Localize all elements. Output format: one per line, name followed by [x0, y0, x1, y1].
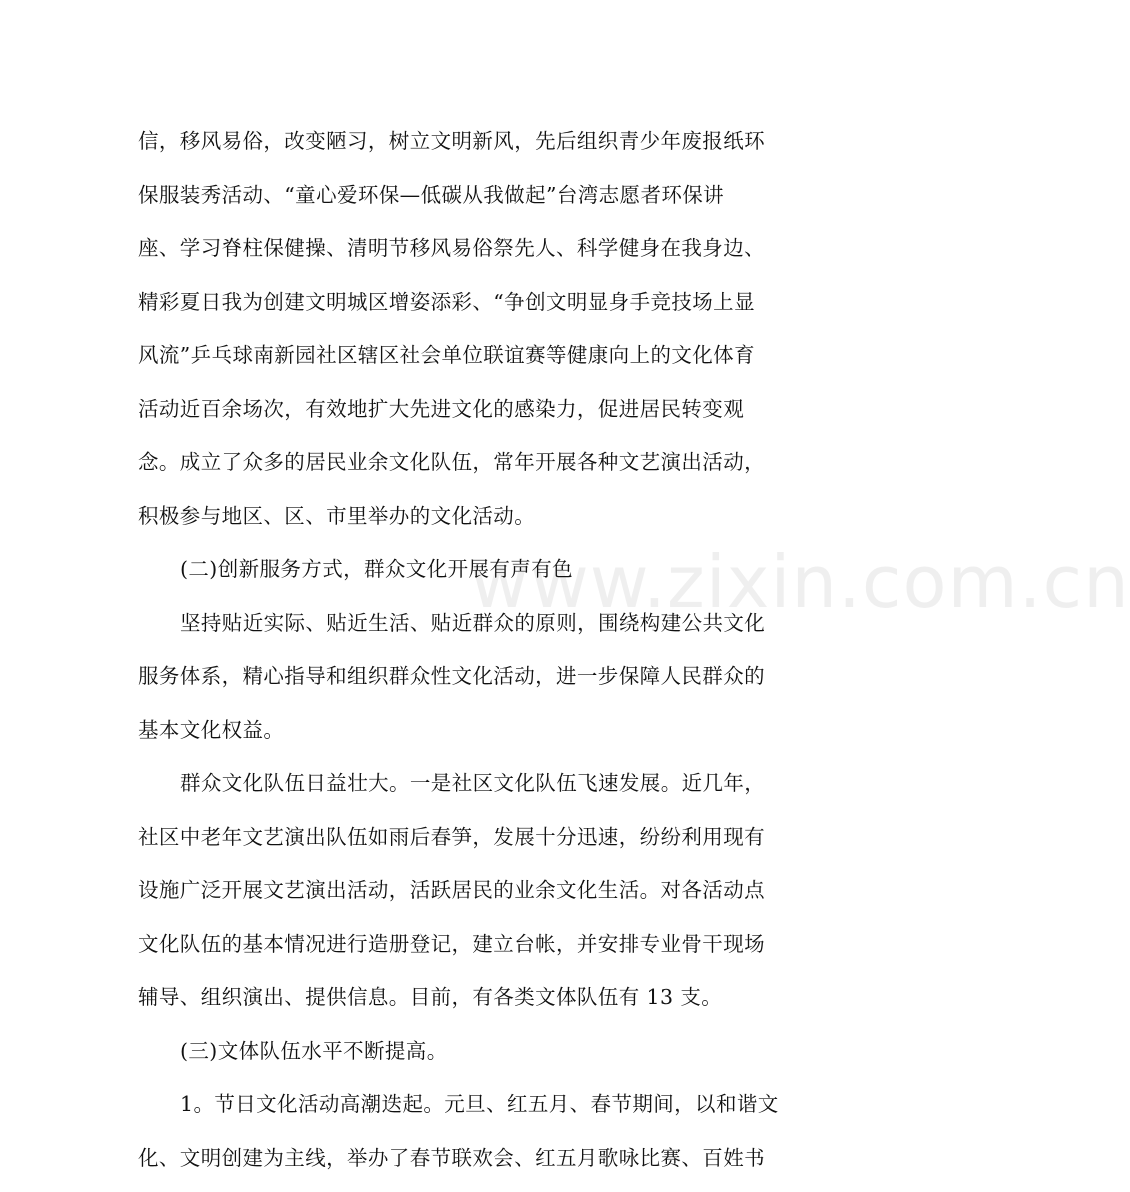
body-line: 服务体系，精心指导和组织群众性文化活动，进一步保障人民群众的	[138, 664, 765, 688]
section-heading: (二)创新服务方式，群众文化开展有声有色	[180, 557, 573, 581]
body-line: 保服装秀活动、“童心爱环保—低碳从我做起”台湾志愿者环保讲	[138, 182, 725, 207]
body-line: 文化队伍的基本情况进行造册登记，建立台帐，并安排专业骨干现场	[138, 931, 765, 956]
watermark: www.zixin.com.cn	[470, 540, 1130, 624]
body-line: 念。成立了众多的居民业余文化队伍，常年开展各种文艺演出活动，	[138, 450, 765, 474]
body-line: 辅导、组织演出、提供信息。目前，有各类文体队伍有 13 支。	[138, 985, 723, 1009]
body-line: 化、文明创建为主线，举办了春节联欢会、红五月歌咏比赛、百姓书	[138, 1145, 765, 1170]
paragraph-first-line: 1。节日文化活动高潮迭起。元旦、红五月、春节期间，以和谐文	[180, 1092, 779, 1116]
document-body	[138, 121, 778, 1178]
body-line: 基本文化权益。	[138, 717, 285, 742]
body-line: 信，移风易俗，改变陋习，树立文明新风，先后组织青少年废报纸环	[138, 129, 765, 153]
body-line: 社区中老年文艺演出队伍如雨后春笋，发展十分迅速，纷纷利用现有	[138, 824, 765, 849]
section-heading: (三)文体队伍水平不断提高。	[180, 1038, 448, 1063]
body-line: 积极参与地区、区、市里举办的文化活动。	[138, 503, 536, 528]
body-line: 座、学习脊柱保健操、清明节移风易俗祭先人、科学健身在我身边、	[138, 236, 765, 260]
body-line: 活动近百余场次，有效地扩大先进文化的感染力，促进居民转变观	[138, 396, 745, 421]
body-line: 设施广泛开展文艺演出活动，活跃居民的业余文化生活。对各活动点	[138, 878, 765, 902]
body-line: 精彩夏日我为创建文明城区增姿添彩、“争创文明显身手竞技场上显	[138, 289, 755, 314]
paragraph-first-line: 坚持贴近实际、贴近生活、贴近群众的原则，围绕构建公共文化	[180, 610, 766, 635]
body-line: 风流”乒乓球南新园社区辖区社会单位联谊赛等健康向上的文化体育	[138, 343, 755, 367]
paragraph-first-line: 群众文化队伍日益壮大。一是社区文化队伍飞速发展。近几年，	[180, 771, 766, 795]
